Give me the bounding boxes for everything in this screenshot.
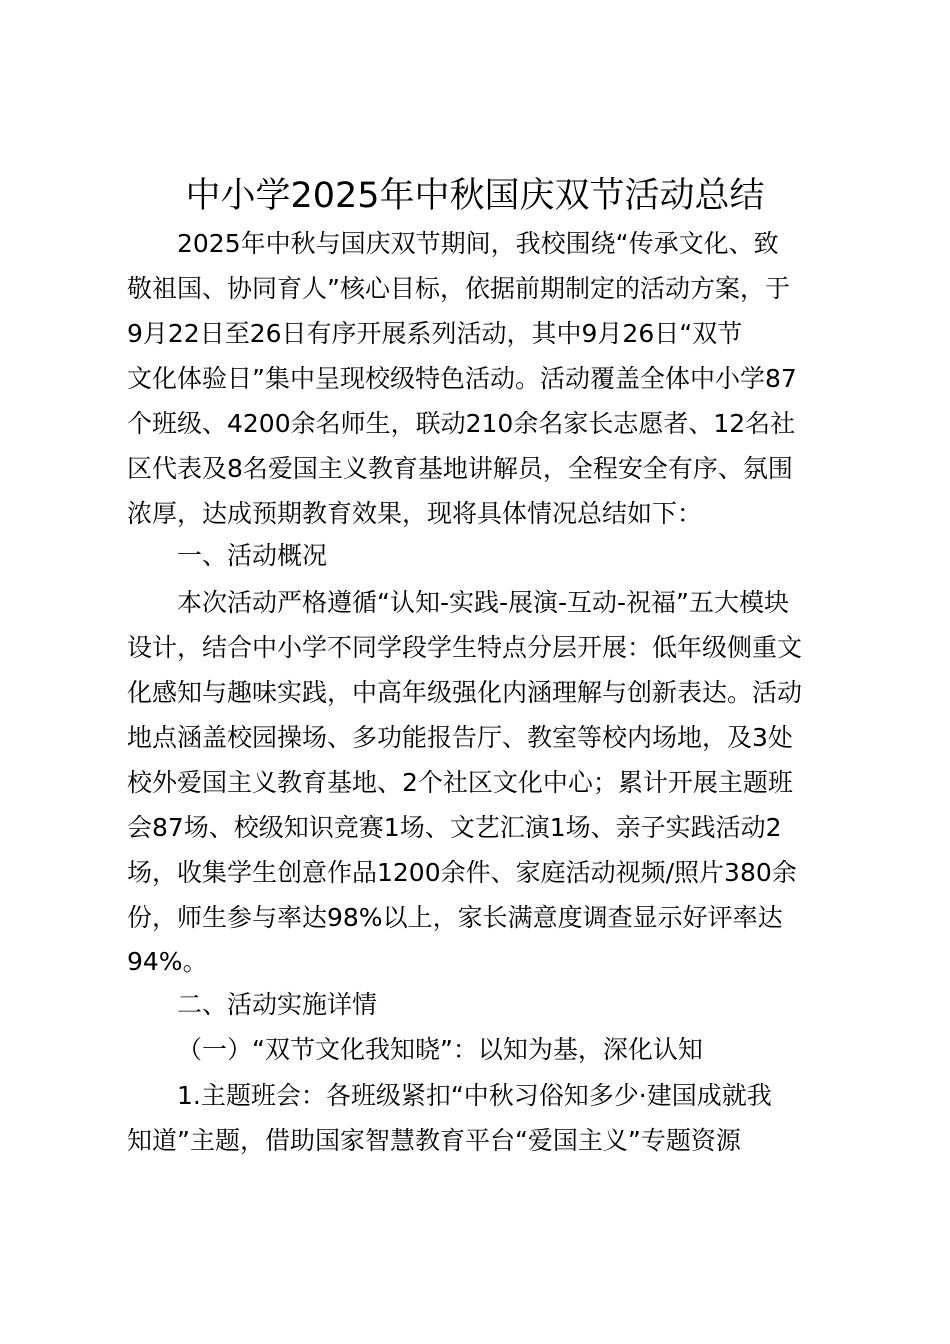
section-heading: 一、活动概况 — [177, 541, 328, 570]
paragraph-line: 个班级、4200余名师生，联动210余名家长志愿者、12名社 — [127, 409, 796, 438]
paragraph-line: 知道”主题，借助国家智慧教育平台“爱国主义”专题资源 — [127, 1126, 741, 1155]
paragraph-line: 浓厚，达成预期教育效果，现将具体情况总结如下： — [127, 499, 703, 528]
paragraph-line: 1.主题班会：各班级紧扣“中秋习俗知多少·建国成就我 — [177, 1081, 772, 1110]
paragraph-line: 94%。 — [127, 947, 208, 976]
paragraph-line: 份，师生参与率达98%以上，家长满意度调查显示好评率达 — [127, 903, 783, 932]
paragraph-line: 化感知与趣味实践，中高年级强化内涵理解与创新表达。活动 — [127, 678, 803, 707]
paragraph-line: 敬祖国、协同育人”核心目标，依据前期制定的活动方案，于 — [127, 274, 790, 303]
paragraph-line: 2025年中秋与国庆双节期间，我校围绕“传承文化、致 — [177, 229, 779, 258]
paragraph-line: 会87场、校级知识竞赛1场、文艺汇演1场、亲子实践活动2 — [127, 813, 782, 842]
paragraph-line: 9月22日至26日有序开展系列活动，其中9月26日“双节 — [127, 319, 743, 348]
paragraph-line: 区代表及8名爱国主义教育基地讲解员，全程安全有序、氛围 — [127, 454, 793, 483]
subsection-heading: （一）“双节文化我知晓”：以知为基，深化认知 — [177, 1035, 703, 1064]
paragraph-line: 场，收集学生创意作品1200余件、家庭活动视频/照片380余 — [127, 858, 797, 887]
paragraph-line: 校外爱国主义教育基地、2个社区文化中心；累计开展主题班 — [127, 768, 793, 797]
paragraph-line: 设计，结合中小学不同学段学生特点分层开展：低年级侧重文 — [127, 633, 803, 662]
paragraph-line: 本次活动严格遵循“认知-实践-展演-互动-祝福”五大模块 — [177, 588, 789, 617]
section-heading: 二、活动实施详情 — [177, 990, 378, 1019]
paragraph-line: 地点涵盖校园操场、多功能报告厅、教室等校内场地，及3处 — [127, 723, 793, 752]
document-title: 中小学2025年中秋国庆双节活动总结 — [185, 176, 765, 216]
paragraph-line: 文化体验日”集中呈现校级特色活动。活动覆盖全体中小学87 — [127, 364, 797, 393]
